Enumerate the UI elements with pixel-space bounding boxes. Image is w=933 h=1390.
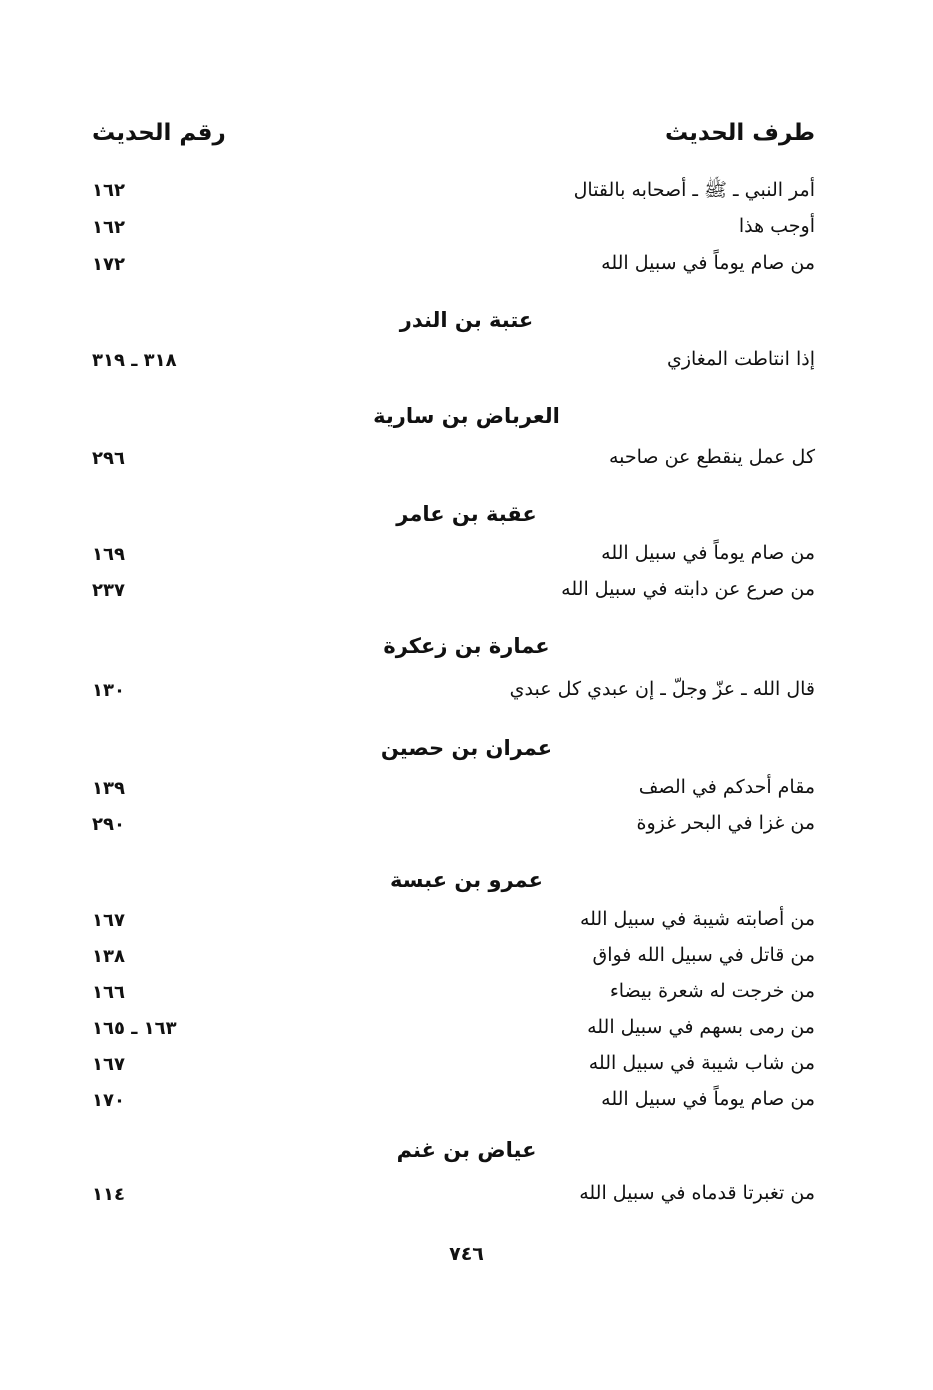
narrator-heading: عقبة بن عامر	[396, 502, 537, 526]
narrator-heading: عمران بن حصين	[380, 736, 553, 760]
index-row	[92, 578, 815, 610]
hadith-text: من صام يوماً في سبيل الله	[601, 1088, 815, 1110]
hadith-number: ٢٩٠	[92, 814, 125, 835]
hadith-text: أمر النبي ـ ﷺ ـ أصحابه بالقتال	[573, 179, 815, 201]
hadith-number: ١٦٢	[92, 217, 125, 238]
hadith-text: من غزا في البحر غزوة	[636, 812, 815, 834]
hadith-number: ١٦٩	[92, 544, 125, 565]
narrator-heading: عتبة بن الندر	[399, 308, 534, 332]
hadith-number: ١٦٣ ـ ١٦٥	[92, 1018, 177, 1039]
hadith-text: كل عمل ينقطع عن صاحبه	[608, 446, 815, 468]
index-row	[92, 446, 815, 478]
hadith-text: من تغبرتا قدماه في سبيل الله	[579, 1182, 815, 1204]
hadith-text: من صام يوماً في سبيل الله	[601, 542, 815, 564]
index-row	[92, 678, 815, 710]
hadith-number: ١٦٧	[92, 910, 125, 931]
hadith-number: ١٧٢	[92, 254, 125, 275]
index-row	[92, 980, 815, 1012]
narrator-heading: عمرو بن عبسة	[390, 868, 543, 892]
index-row	[92, 908, 815, 940]
narrator-heading: العرباض بن سارية	[373, 404, 560, 428]
index-row	[92, 944, 815, 976]
narrator-heading: عياض بن غنم	[396, 1138, 537, 1162]
index-row	[92, 1088, 815, 1120]
hadith-number: ١٦٦	[92, 982, 125, 1003]
hadith-text: من صام يوماً في سبيل الله	[601, 252, 815, 274]
hadith-number: ١٣٨	[92, 946, 125, 967]
index-row	[92, 1182, 815, 1214]
hadith-number: ١٧٠	[92, 1090, 125, 1111]
number-column-header: رقم الحديث	[92, 120, 226, 146]
hadith-text: من أصابته شيبة في سبيل الله	[579, 908, 815, 930]
hadith-text: من صرع عن دابته في سبيل الله	[561, 578, 815, 600]
hadith-text: إذا انتاطت المغازي	[666, 348, 815, 370]
index-row	[92, 1016, 815, 1048]
hadith-text: قال الله ـ عزّ وجلّ ـ إن عبدي كل عبدي	[509, 678, 815, 700]
index-row	[92, 812, 815, 844]
index-row	[92, 1052, 815, 1084]
hadith-text: مقام أحدكم في الصف	[638, 776, 815, 798]
hadith-column-header: طرف الحديث	[664, 120, 815, 146]
hadith-text: من قاتل في سبيل الله فواق	[592, 944, 815, 966]
hadith-number: ١٣٠	[92, 680, 125, 701]
hadith-number: ٢٩٦	[92, 448, 125, 469]
hadith-text: من خرجت له شعرة بيضاء	[609, 980, 815, 1002]
index-row	[92, 348, 815, 380]
hadith-number: ١٣٩	[92, 778, 125, 799]
hadith-number: ٣١٨ ـ ٣١٩	[92, 350, 177, 371]
hadith-number: ١٦٢	[92, 180, 125, 201]
index-row	[92, 776, 815, 808]
index-row	[92, 178, 815, 210]
index-row	[92, 215, 815, 247]
index-row	[92, 542, 815, 574]
hadith-number: ١٦٧	[92, 1054, 125, 1075]
page-number: ٧٤٦	[449, 1243, 484, 1265]
hadith-number: ١١٤	[92, 1184, 125, 1205]
hadith-text: من رمى بسهم في سبيل الله	[587, 1016, 815, 1038]
narrator-heading: عمارة بن زعكرة	[383, 634, 550, 658]
hadith-text: أوجب هذا	[738, 215, 815, 237]
hadith-text: من شاب شيبة في سبيل الله	[588, 1052, 815, 1074]
hadith-number: ٢٣٧	[92, 580, 125, 601]
index-row	[92, 252, 815, 284]
